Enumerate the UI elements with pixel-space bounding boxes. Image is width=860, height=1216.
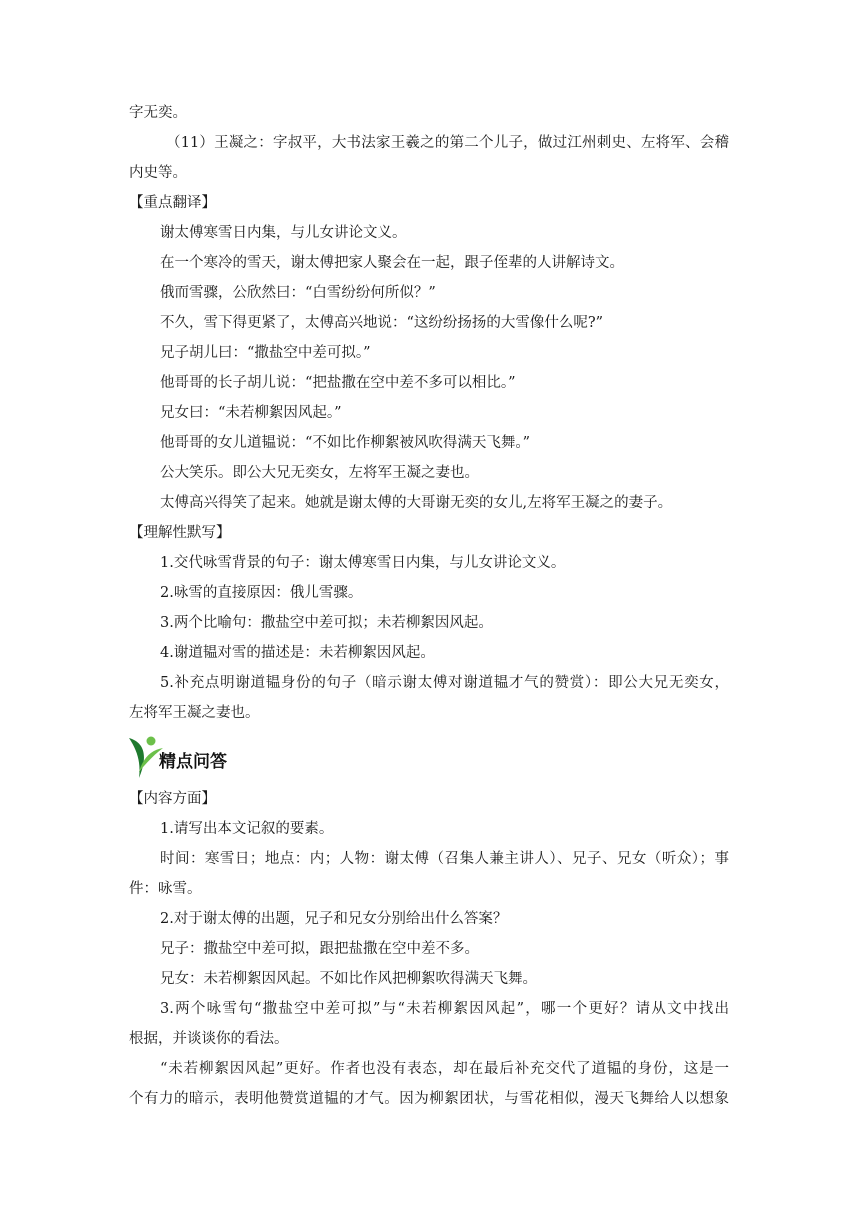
translation-line: 他哥哥的女儿道韫说：“不如比作柳絮被风吹得满天飞舞。” xyxy=(160,435,531,451)
key-translation-header: 【重点翻译】 xyxy=(129,195,216,211)
dictation-line: 1.交代咏雪背景的句子：谢太傅寒雪日内集，与儿女讲论文义。 xyxy=(160,555,566,571)
qa-line: 3.两个咏雪句“撒盐空中差可拟”与“未若柳絮因风起”，哪一个更好？请从文中找出 xyxy=(160,1001,729,1017)
dictation-header: 【理解性默写】 xyxy=(129,525,231,541)
dictation-line: 2.咏雪的直接原因：俄儿雪骤。 xyxy=(160,585,363,601)
section-title: 精点问答 xyxy=(159,751,227,772)
translation-line: 俄而雪骤，公欣然曰：“白雪纷纷何所似？” xyxy=(160,285,436,301)
translation-line: 谢太傅寒雪日内集，与儿女讲论文义。 xyxy=(160,225,407,241)
translation-line: 他哥哥的长子胡儿说：“把盐撒在空中差不多可以相比。” xyxy=(160,375,516,391)
translation-line: 在一个寒冷的雪天，谢太傅把家人聚会在一起，跟子侄辈的人讲解诗文。 xyxy=(160,255,624,271)
qa-line: 1.请写出本文记叙的要素。 xyxy=(160,821,334,837)
translation-line: 兄女曰：“未若柳絮因风起。” xyxy=(160,405,342,421)
qa-line: 件：咏雪。 xyxy=(129,881,202,897)
content-aspect-header: 【内容方面】 xyxy=(129,791,216,807)
text-line: 字无奕。 xyxy=(129,105,187,121)
dictation-line: 3.两个比喻句：撒盐空中差可拟；未若柳絮因风起。 xyxy=(160,615,493,631)
dictation-line: 左将军王凝之妻也。 xyxy=(129,705,260,721)
qa-line: 根据，并谈谈你的看法。 xyxy=(129,1031,289,1047)
qa-line: 时间：寒雪日；地点：内；人物：谢太傅（召集人兼主讲人）、兄子、兄女（听众）；事 xyxy=(160,851,729,867)
section-heading xyxy=(125,728,729,784)
translation-line: 兄子胡儿曰：“撒盐空中差可拟。” xyxy=(160,345,371,361)
qa-line: 个有力的暗示，表明他赞赏道韫的才气。因为柳絮团状，与雪花相似，漫天飞舞给人以想象 xyxy=(129,1091,729,1107)
qa-line: 兄女：未若柳絮因风起。不如比作风把柳絮吹得满天飞舞。 xyxy=(160,971,537,987)
translation-line: 不久，雪下得更紧了，太傅高兴地说：“这纷纷扬扬的大雪像什么呢?” xyxy=(160,315,604,331)
qa-line: 2.对于谢太傅的出题，兄子和兄女分别给出什么答案？ xyxy=(160,911,508,927)
document-body xyxy=(129,98,729,1114)
dictation-line: 5.补充点明谢道韫身份的句子（暗示谢太傅对谢道韫才气的赞赏）：即公大兄无奕女， xyxy=(160,675,729,691)
translation-line: 太傅高兴得笑了起来。她就是谢太傅的大哥谢无奕的女儿,左将军王凝之的妻子。 xyxy=(160,495,673,511)
translation-line: 公大笑乐。即公大兄无奕女，左将军王凝之妻也。 xyxy=(160,465,479,481)
note-11-line-1: （11）王凝之：字叔平，大书法家王羲之的第二个儿子，做过江州刺史、左将军、会稽 xyxy=(166,135,729,151)
note-11-line-2: 内史等。 xyxy=(129,165,187,181)
dictation-line: 4.谢道韫对雪的描述是：未若柳絮因风起。 xyxy=(160,645,435,661)
qa-line: “未若柳絮因风起”更好。作者也没有表态，却在最后补充交代了道韫的身份，这是一 xyxy=(160,1061,729,1077)
qa-line: 兄子：撒盐空中差可拟，跟把盐撒在空中差不多。 xyxy=(160,941,479,957)
